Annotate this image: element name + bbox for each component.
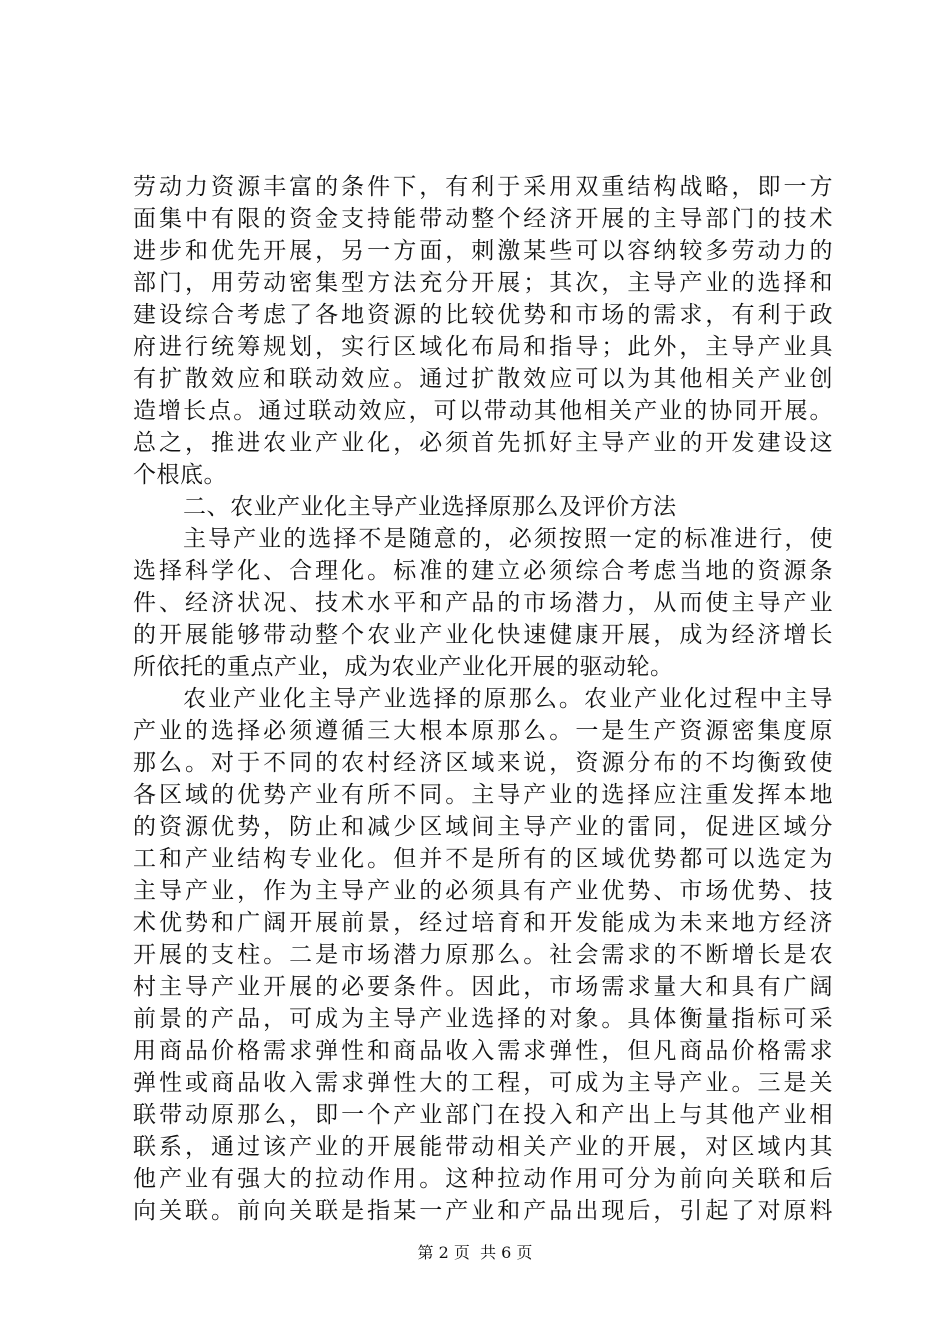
text-line: 所依托的重点产业，成为农业产业化开展的驱动轮。 <box>133 654 674 680</box>
text-line: 他产业有强大的拉动作用。这种拉动作用可分为前向关联和后 <box>133 1166 833 1192</box>
text-line: 主导产业，作为主导产业的必须具有产业优势、市场优势、技 <box>133 878 833 904</box>
text-line: 选择科学化、合理化。标准的建立必须综合考虑当地的资源条 <box>133 558 833 584</box>
text-line: 面集中有限的资金支持能带动整个经济开展的主导部门的技术 <box>133 206 833 232</box>
text-line: 农业产业化主导产业选择的原那么。农业产业化过程中主导 <box>183 686 833 712</box>
text-line: 前景的产品，可成为主导产业选择的对象。具体衡量指标可采 <box>133 1006 833 1032</box>
text-line: 的开展能够带动整个农业产业化快速健康开展，成为经济增长 <box>133 622 833 648</box>
text-line: 主导产业的选择不是随意的，必须按照一定的标准进行，使 <box>183 526 833 552</box>
text-line: 有扩散效应和联动效应。通过扩散效应可以为其他相关产业创 <box>133 366 833 392</box>
text-line: 用商品价格需求弹性和商品收入需求弹性，但凡商品价格需求 <box>133 1038 833 1064</box>
text-line: 术优势和广阔开展前景，经过培育和开发能成为未来地方经济 <box>133 910 833 936</box>
text-line: 部门，用劳动密集型方法充分开展；其次，主导产业的选择和 <box>133 270 833 296</box>
text-line: 弹性或商品收入需求弹性大的工程，可成为主导产业。三是关 <box>133 1070 833 1096</box>
text-line: 建设综合考虑了各地资源的比较优势和市场的需求，有利于政 <box>133 302 833 328</box>
page-footer: 第 2 页 共 6 页 <box>417 1243 533 1262</box>
text-line: 劳动力资源丰富的条件下，有利于采用双重结构战略，即一方 <box>133 174 833 200</box>
text-line: 向关联。前向关联是指某一产业和产品出现后，引起了对原料 <box>133 1198 833 1224</box>
text-line: 开展的支柱。二是市场潜力原那么。社会需求的不断增长是农 <box>133 942 833 968</box>
text-line: 进步和优先开展，另一方面，刺激某些可以容纳较多劳动力的 <box>133 238 833 264</box>
document-body <box>133 171 833 1227</box>
text-line: 二、农业产业化主导产业选择原那么及评价方法 <box>183 494 677 520</box>
text-line: 村主导产业开展的必要条件。因此，市场需求量大和具有广阔 <box>133 974 833 1000</box>
text-line: 各区域的优势产业有所不同。主导产业的选择应注重发挥本地 <box>133 782 833 808</box>
text-line: 造增长点。通过联动效应，可以带动其他相关产业的协同开展。 <box>133 398 833 424</box>
text-line: 联带动原那么，即一个产业部门在投入和产出上与其他产业相 <box>133 1102 833 1128</box>
text-line: 联系，通过该产业的开展能带动相关产业的开展，对区域内其 <box>133 1134 833 1160</box>
text-line: 的资源优势，防止和减少区域间主导产业的雷同，促进区域分 <box>133 814 833 840</box>
text-line: 个根底。 <box>133 462 227 488</box>
text-line: 工和产业结构专业化。但并不是所有的区域优势都可以选定为 <box>133 846 833 872</box>
text-line: 府进行统筹规划，实行区域化布局和指导；此外，主导产业具 <box>133 334 833 360</box>
text-line: 产业的选择必须遵循三大根本原那么。一是生产资源密集度原 <box>133 718 833 744</box>
text-line: 总之，推进农业产业化，必须首先抓好主导产业的开发建设这 <box>133 430 833 456</box>
text-line: 件、经济状况、技术水平和产品的市场潜力，从而使主导产业 <box>133 590 833 616</box>
text-line: 那么。对于不同的农村经济区域来说，资源分布的不均衡致使 <box>133 750 833 776</box>
